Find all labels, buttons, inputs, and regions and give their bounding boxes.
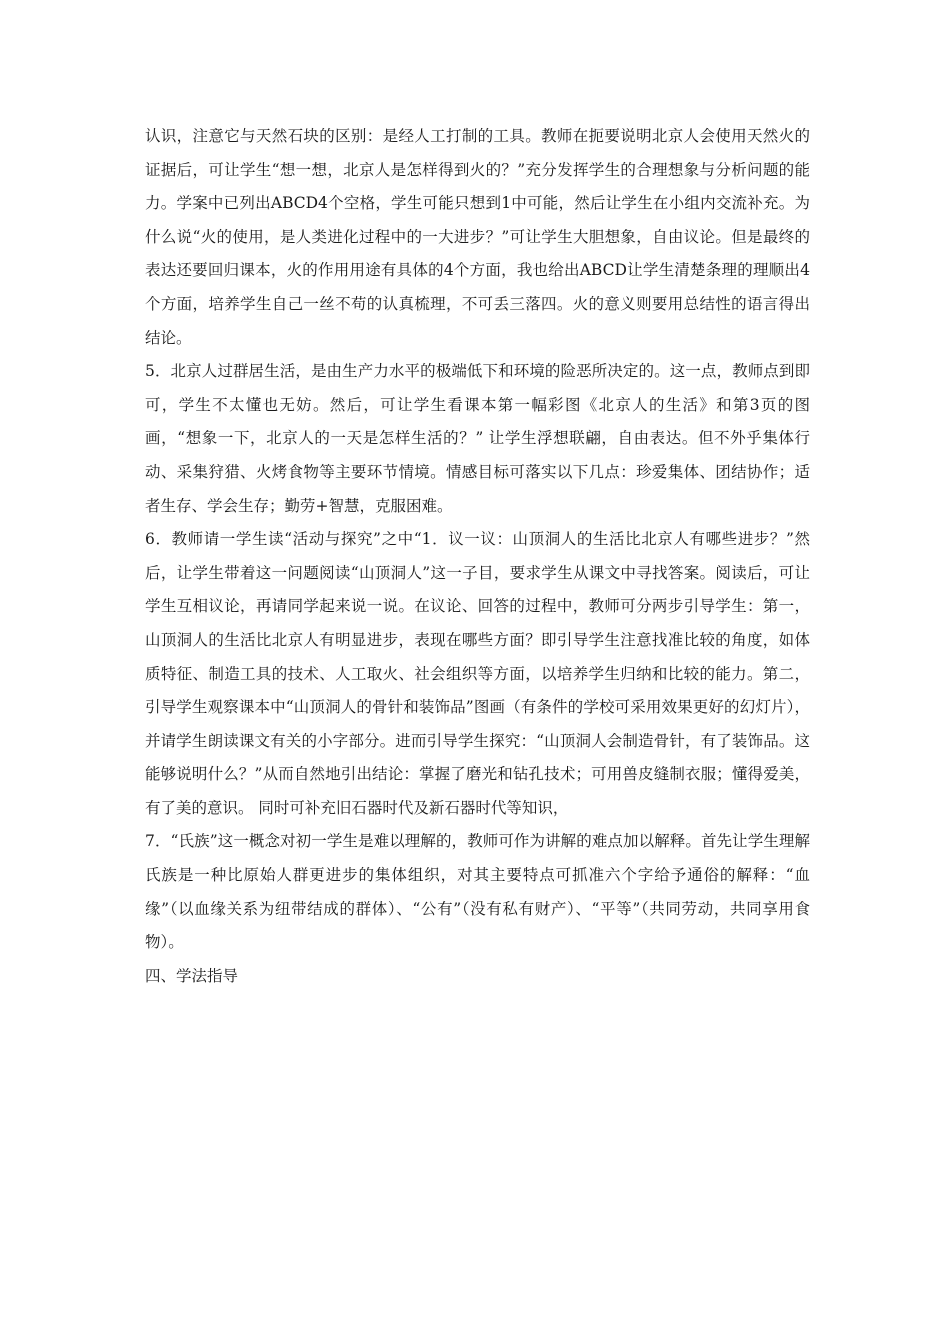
paragraph-fire-discussion: 认识，注意它与天然石块的区别：是经人工打制的工具。教师在扼要说明北京人会使用天然火的证据后，可让学生“想一想，北京人是怎样得到火的？”充分发挥学生的合理想象与分析问题的能力。学案中已列出ABCD4个空格，学生可能只想到1中可能，然后让学生在小组内交流补充。为什么说“火的使用，是人类进化过程中的一大进步？”可让学生大胆想象，自由议论。但是最终的表达还要回归课本，火的作用用途有具体的4个方面，我也给出ABCD让学生清楚条理的理顺出4个方面，培养学生自己一丝不苟的认真梳理，不可丢三落四。火的意义则要用总结性的语言得出结论。 [145, 127, 810, 347]
paragraph-item-6: 6．教师请一学生读“活动与探究”之中“1．议一议：山顶洞人的生活比北京人有哪些进步？”然后，让学生带着这一问题阅读“山顶洞人”这一子目，要求学生从课文中寻找答案。阅读后，可让学生互相议论，再请同学起来说一说。在议论、回答的过程中，教师可分两步引导学生：第一，山顶洞人的生活比北京人有明显进步，表现在哪些方面？即引导学生注意找准比较的角度，如体质特征、制造工具的技术、人工取火、社会组织等方面，以培养学生归纳和比较的能力。第二，引导学生观察课本中“山顶洞人的骨针和装饰品”图画（有条件的学校可采用效果更好的幻灯片），并请学生朗读课文有关的小字部分。进而引导学生探究：“山顶洞人会制造骨针，有了装饰品。这能够说明什么？”从而自然地引出结论：掌握了磨光和钻孔技术；可用兽皮缝制衣服；懂得爱美，有了美的意识。 同时可补充旧石器时代及新石器时代等知识， [145, 530, 810, 817]
paragraph-item-7: 7．“氏族”这一概念对初一学生是难以理解的，教师可作为讲解的难点加以解释。首先让学生理解氏族是一种比原始人群更进步的集体组织，对其主要特点可抓准六个字给予通俗的解释：“血缘”（以血缘关系为纽带结成的群体）、“公有”（没有私有财产）、“平等”（共同劳动，共同享用食物）。 [145, 832, 810, 952]
document-body [145, 120, 810, 993]
section-heading: 四、学法指导 [145, 966, 239, 985]
paragraph-item-5: 5．北京人过群居生活，是由生产力水平的极端低下和环境的险恶所决定的。这一点，教师点到即可，学生不太懂也无妨。然后，可让学生看课本第一幅彩图《北京人的生活》和第3页的图画，“想象一下，北京人的一天是怎样生活的？” 让学生浮想联翩，自由表达。但不外乎集体行动、采集狩猎、火烤食物等主要环节情境。情感目标可落实以下几点：珍爱集体、团结协作；适者生存、学会生存；勤劳+智慧，克服困难。 [145, 362, 810, 515]
